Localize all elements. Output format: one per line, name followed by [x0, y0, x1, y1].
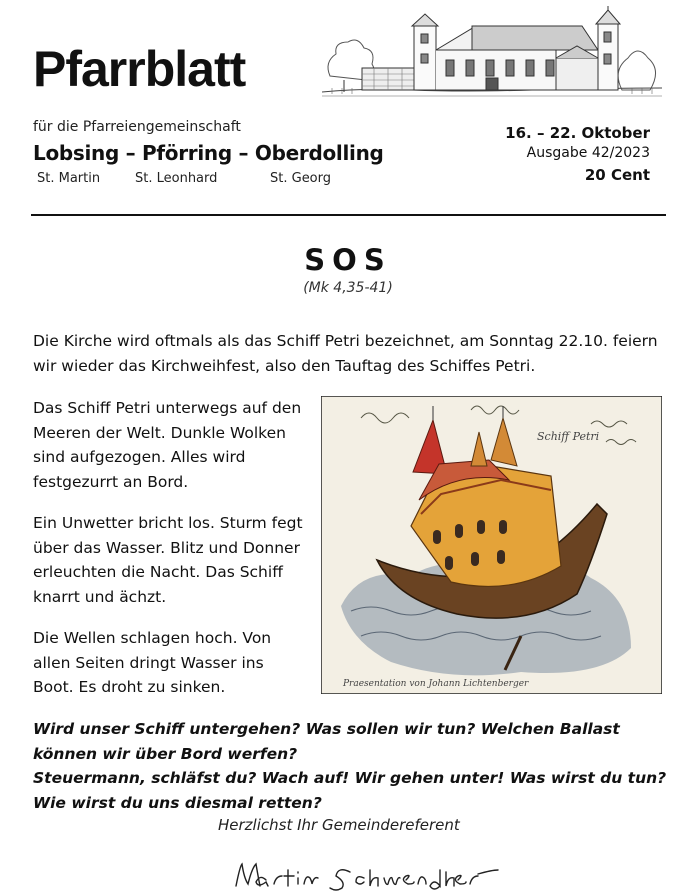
date-range: 16. – 22. Oktober [505, 124, 650, 142]
church-drawing [322, 6, 662, 102]
parish-st-martin: St. Martin [37, 171, 101, 186]
paragraph-1: Das Schiff Petri unterwegs auf den Meeren der Welt. Dunkle Wolken sind aufgezogen. Alles wird festgezurrt an Bord. [33, 399, 302, 491]
quote-line-1: Wird unser Schiff untergehen? Was sollen wir tun? Welchen Ballast können wir über Bord werfen? [33, 720, 620, 763]
parish-st-leonhard: St. Leonhard [135, 171, 218, 186]
article-title: SOS [304, 243, 392, 277]
image-handwriting-bottom: Praesentation von Johann Lichtenberger [343, 679, 529, 689]
ship-illustration [321, 396, 662, 694]
quote-block [33, 717, 673, 815]
image-handwriting-top: Schiff Petri [537, 430, 600, 443]
parish-st-georg: St. Georg [270, 171, 332, 186]
greeting: Herzlichst Ihr Gemeindereferent [218, 816, 460, 834]
intro-paragraph: Die Kirche wird oftmals als das Schiff Petri bezeichnet, am Sonntag 22.10. feiern wir wieder das Kirchweihfest, also den Tauftag des Schiffes Petri. [33, 332, 658, 375]
bible-reference: (Mk 4,35-41) [303, 280, 393, 296]
paragraph-2: Ein Unwetter bricht los. Sturm fegt über das Wasser. Blitz und Donner erleuchten die Nacht. Das Schiff knarrt und ächzt. [33, 514, 303, 606]
parish-places: Lobsing – Pförring – Oberdolling [33, 141, 384, 165]
header-divider [31, 214, 666, 216]
signature [232, 850, 502, 896]
price: 20 Cent [584, 166, 650, 184]
subtitle: für die Pfarreiengemeinschaft [33, 119, 241, 135]
quote-line-2: Steuermann, schläfst du? Wach auf! Wir gehen unter! Was wirst du tun? Wie wirst du uns diesmal retten? [33, 769, 667, 812]
paragraph-3: Die Wellen schlagen hoch. Von allen Seiten dringt Wasser ins Boot. Es droht zu sinken. [33, 629, 272, 696]
masthead-title: Pfarrblatt [33, 41, 246, 97]
issue-number: Ausgabe 42/2023 [526, 145, 650, 161]
